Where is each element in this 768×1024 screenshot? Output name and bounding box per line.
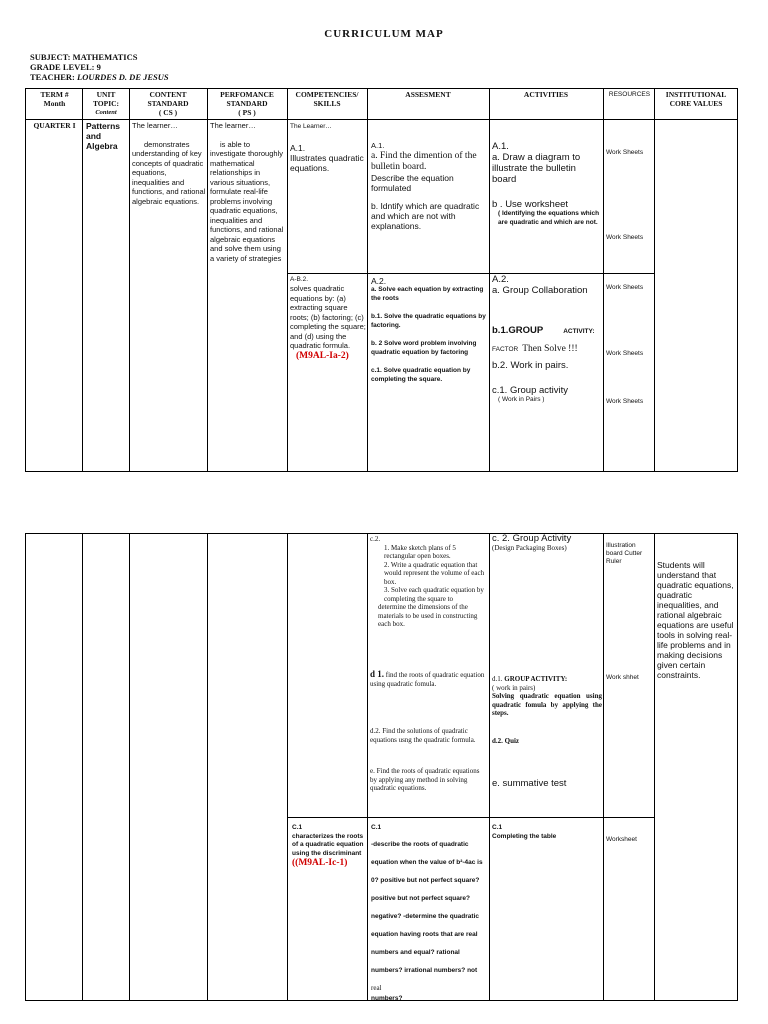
- resource-worksheet-c1: Worksheet: [606, 836, 637, 843]
- content-standard: The learner… demonstrates understanding of key concepts of quadratic equations, inequalities and functions, and rational algebraic equations.: [132, 121, 206, 206]
- assessment-a1: A.1. a. Find the dimention of the bulletin board. Describe the equation formulated b. Idntify which are quadratic and which are not with explanations.: [371, 141, 480, 231]
- activities-c2: c. 2. Group Activity (Design Packaging Boxes): [492, 533, 572, 552]
- header-activities: ACTIVITIES: [523, 90, 569, 99]
- performance-standard: The learner… is able to investigate thoroughly mathematical relationships in various situations, formulate real-life problems involving quadratic equations, inequalities and functions, and rational algebraic equations and solve them using a variety of strategies: [210, 121, 284, 263]
- resource-worksheets-3: Work Sheets: [606, 284, 644, 291]
- core-values-text: Students will understand that quadratic equations, quadratic inequalities, and rational algebraic equations are useful tools in solving real-life problems and in making decisions given certain constraints.: [657, 560, 734, 680]
- assessment-a2: A.2. a. Solve each equation by extracting the roots b.1. Solve the quadratic equations by factoring. b. 2 Solve word problem involving quadratic equation by factoring c.1. Solve quadratic equation by completing the square.: [371, 276, 486, 383]
- resource-worksheet-d1: Work shhet: [606, 674, 639, 681]
- header-term: TERM # Month: [40, 90, 69, 108]
- activities-a1: A.1. a. Draw a diagram to illustrate the bulletin board b . Use worksheet ( Identifying the equations which are quadratic and which are not.: [492, 141, 600, 226]
- unit-topic: Patterns and Algebra: [86, 121, 121, 151]
- resource-worksheets-2: Work Sheets: [606, 234, 644, 241]
- document-title: CURRICULUM MAP: [324, 28, 444, 40]
- grade-line: GRADE LEVEL: 9: [30, 62, 101, 72]
- header-competencies: COMPETENCIES/ SKILLS: [295, 90, 359, 108]
- header-resources: RESOURCES: [608, 91, 651, 98]
- header-core-values: INSTITUTIONAL CORE VALUES: [665, 90, 727, 108]
- subject-line: SUBJECT: MATHEMATICS: [30, 52, 138, 62]
- header-performance-standard: PERFOMANCE STANDARD ( PS ): [220, 90, 274, 117]
- resource-illustration-board: Illustration board Cutter Ruler: [606, 542, 643, 565]
- resource-worksheets-4: Work Sheets: [606, 350, 644, 357]
- activities-a2: A.2. a. Group Collaboration b.1.GROUP ACTIVITY: FACTOR Then Solve !!! b.2. Work in pairs. c.1. Group activity ( Work in Pairs ): [492, 274, 595, 403]
- resource-worksheets-1: Work Sheets: [606, 149, 644, 156]
- teacher-label: TEACHER:: [30, 72, 75, 82]
- curriculum-table-page-2: [25, 533, 738, 1001]
- assessment-d2: d.2. Find the solutions of quadratic equations usng the quadratic formula.: [370, 727, 476, 744]
- header-unit: UNIT TOPIC: Content: [92, 90, 120, 116]
- header-assessment: ASSESMENT: [405, 90, 451, 99]
- assessment-d1: d 1. find the roots of quadratic equation using quadratic fomula.: [370, 670, 485, 688]
- term-quarter: QUARTER I: [33, 121, 76, 130]
- assessment-c2: c.2. 1. Make sketch plans of 5 rectangular open boxes. 2. Write a quadratic equation that would represent the volume of each box. 3. Solve each quadratic equation by completing the square to determine the dimensions of the materials to be used in constructing each box.: [370, 535, 485, 628]
- teacher-line: [30, 72, 169, 82]
- activities-d2: d.2. Quiz: [492, 737, 520, 745]
- activities-e: e. summative test: [492, 778, 567, 789]
- competency-a2: A-B.2. solves quadratic equations by: (a) extracting square roots; (b) factoring; (c) completing the square; and (d) using the quadratic formula. (M9AL-Ia-2): [290, 276, 366, 361]
- curriculum-table-page-1: [25, 88, 738, 472]
- competency-c1: C.1 characterizes the roots of a quadratic equation using the discriminant ((M9AL-Ic-1): [292, 824, 364, 868]
- resource-worksheets-5: Work Sheets: [606, 398, 644, 405]
- competencies-intro: The Learner…: [290, 123, 332, 130]
- activities-d1: d.1. GROUP ACTIVITY: ( work in pairs) Solving quadratic equation using quadratic fomula by applying the steps.: [492, 675, 602, 717]
- assessment-c1: C.1 -describe the roots of quadratic equation when the value of b²-4ac is 0? positive but not perfect square?positive but not perfect square?negative? -determine the quadratic equation having roots that are real numbers and equal? rational numbers? irrational numbers? not real numbers?: [371, 824, 483, 1002]
- assessment-e: e. Find the roots of quadratic equations by applying any method in solving quadratic equations.: [370, 767, 480, 792]
- competency-a1: A.1. Illustrates quadratic equations.: [290, 143, 364, 173]
- header-content-standard: CONTENT STANDARD ( CS ): [147, 90, 189, 117]
- activities-c1: C.1 Completing the table: [492, 824, 557, 840]
- teacher-name: LOURDES D. DE JESUS: [77, 72, 169, 82]
